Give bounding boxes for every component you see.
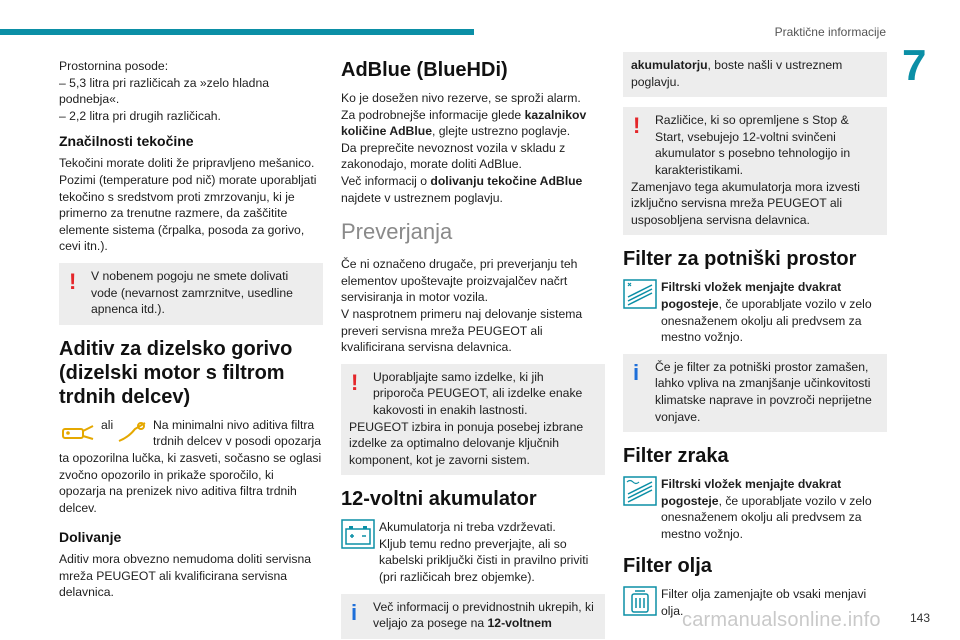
heading-fluid-characteristics: Značilnosti tekočine (59, 133, 194, 150)
warning-box-products: ! Uporabljajte samo izdelke, ki jih priporoča PEUGEOT, ali izdelke enake kakovosti in enakih lastnosti. PEUGEOT izbira in ponuja posebej izbrane izdelke za optimalno delovanje ključnih komponent, kot je zavorni sistem. (341, 364, 605, 476)
warning-box-stop-start: ! Različice, ki so opremljene s Stop & Start, vsebujejo 12-voltni svinčeni akumulator s posebno tehnologijo in karakteristikami. Zamenjavo tega akumulatorja mora izvesti izključno servisna mreža PEUGEOT ali usposobljena servisna delavnica. (623, 107, 887, 235)
cabin-filter-row: Filtrski vložek menjajte dvakrat pogosteje, če uporabljate vozilo v zelo onesnaženem okolju ali predvsem za mestno vožnjo. (623, 279, 887, 345)
warning-box-water: ! V nobenem pogoju ne smete dolivati vode (nevarnost zamrznitve, usedline apnenca itd.). (59, 263, 323, 325)
info-box-cabin-filter: i Če je filter za potniški prostor zamašen, lahko vpliva na zmanjšanje učinkovitosti klimatske naprave in povzroči neprijetne vonjave. (623, 354, 887, 432)
additive-indicator-row (59, 417, 323, 450)
heading-adblue: AdBlue (BlueHDi) (341, 59, 508, 81)
info-icon: i (351, 599, 358, 625)
column-1 (59, 58, 323, 607)
heading-diesel-additive: Aditiv za dizelsko gorivo (dizelski motor s filtrom trdnih delcev) (59, 337, 293, 408)
adblue-text: Ko je dosežen nivo rezerve, se sproži alarm. Za podrobnejše informacije glede kazalnikov količine AdBlue, glejte ustrezno poglavje. Da preprečite nevoznost vozila v skladu z zakonodajo, morate doliti AdBlue. Več informacij o dolivanju tekočine AdBlue najdete v ustreznem poglavju. (341, 91, 587, 205)
warning-exclamation-icon: ! (69, 268, 77, 294)
heading-oil-filter: Filter olja (623, 555, 712, 578)
oil-filter-row: Filter olja zamenjajte ob vsaki menjavi olja. (623, 586, 887, 619)
info-icon: i (633, 359, 640, 385)
battery-row: Akumulatorja ni treba vzdrževati. Kljub temu redno preverjajte, ali so kabelski priključki čisti in pravilno priviti (pri različicah brez objemke). (341, 519, 605, 585)
watermark: carmanualsonline.info (682, 609, 881, 631)
column-2 (341, 58, 605, 640)
air-filter-row: Filtrski vložek menjajte dvakrat pogosteje, če uporabljate vozilo v zelo onesnaženem okolju ali predvsem za mestno vožnjo. (623, 476, 887, 542)
chapter-number: 7 (902, 41, 927, 90)
additive-text: ta opozorilna lučka, ki zasveti, sočasno se oglasi zvočno opozorilo in prikaže sporočilo, ki opozarja na prenizek nivo aditiva filtra trdnih delcev. (59, 450, 322, 515)
battery-icon (341, 519, 375, 549)
fluid-characteristics-text: Tekočini morate doliti že pripravljeno mešanico. Pozimi (temperature pod nič) morate uporabljati tekočino s sredstvom proti zmrzovanju, ki je primerno za trenutne razmere, da zaščitite elemente sistema (črpalka, posoda za gorivo, cevi itn.). (59, 156, 317, 254)
warning-exclamation-icon: ! (633, 113, 641, 139)
air-filter-icon (623, 476, 657, 506)
section-title: Praktične informacije (774, 25, 886, 39)
heading-cabin-filter: Filter za potniški prostor (623, 248, 857, 271)
heading-air-filter: Filter zraka (623, 445, 729, 468)
heading-refill: Dolivanje (59, 529, 122, 546)
heading-checks: Preverjanja (341, 219, 453, 245)
cabin-filter-icon (623, 279, 657, 309)
refill-text: Aditiv mora obvezno nemudoma doliti servisna mreža PEUGEOT ali kvalificirana servisna delavnica. (59, 552, 311, 600)
fuel-additive-icon (59, 417, 99, 447)
column-3 (623, 58, 887, 620)
capacity-block: Prostornina posode: – 5,3 litra pri različicah za »zelo hladna podnebja«. – 2,2 litra pri drugih različicah. (59, 59, 270, 123)
oil-filter-icon (623, 586, 657, 616)
info-box-battery: i Več informacij o previdnostnih ukrepih, ki veljajo za posege na 12-voltnem (341, 594, 605, 639)
heading-12v-battery: 12-voltni akumulator (341, 488, 537, 511)
additive-text-head: Na minimalni nivo aditiva filtra trdnih delcev v posodi opozarja (153, 417, 322, 449)
warning-exclamation-icon: ! (351, 369, 359, 395)
page-number: 143 (909, 611, 930, 625)
header-accent-bar (0, 29, 474, 35)
info-box-battery-cont: akumulatorju, boste našli v ustreznem poglavju. (623, 52, 887, 97)
or-label: ali (101, 417, 114, 432)
fuel-additive-warning-icon (115, 417, 151, 447)
checks-text: Če ni označeno drugače, pri preverjanju teh elementov upoštevajte proizvajalčev načrt servisiranja in motor vozila. V nasprotnem primeru naj delovanje sistema preveri servisna mreža PEUGEOT ali kvalificirana servisna delavnica. (341, 257, 583, 355)
